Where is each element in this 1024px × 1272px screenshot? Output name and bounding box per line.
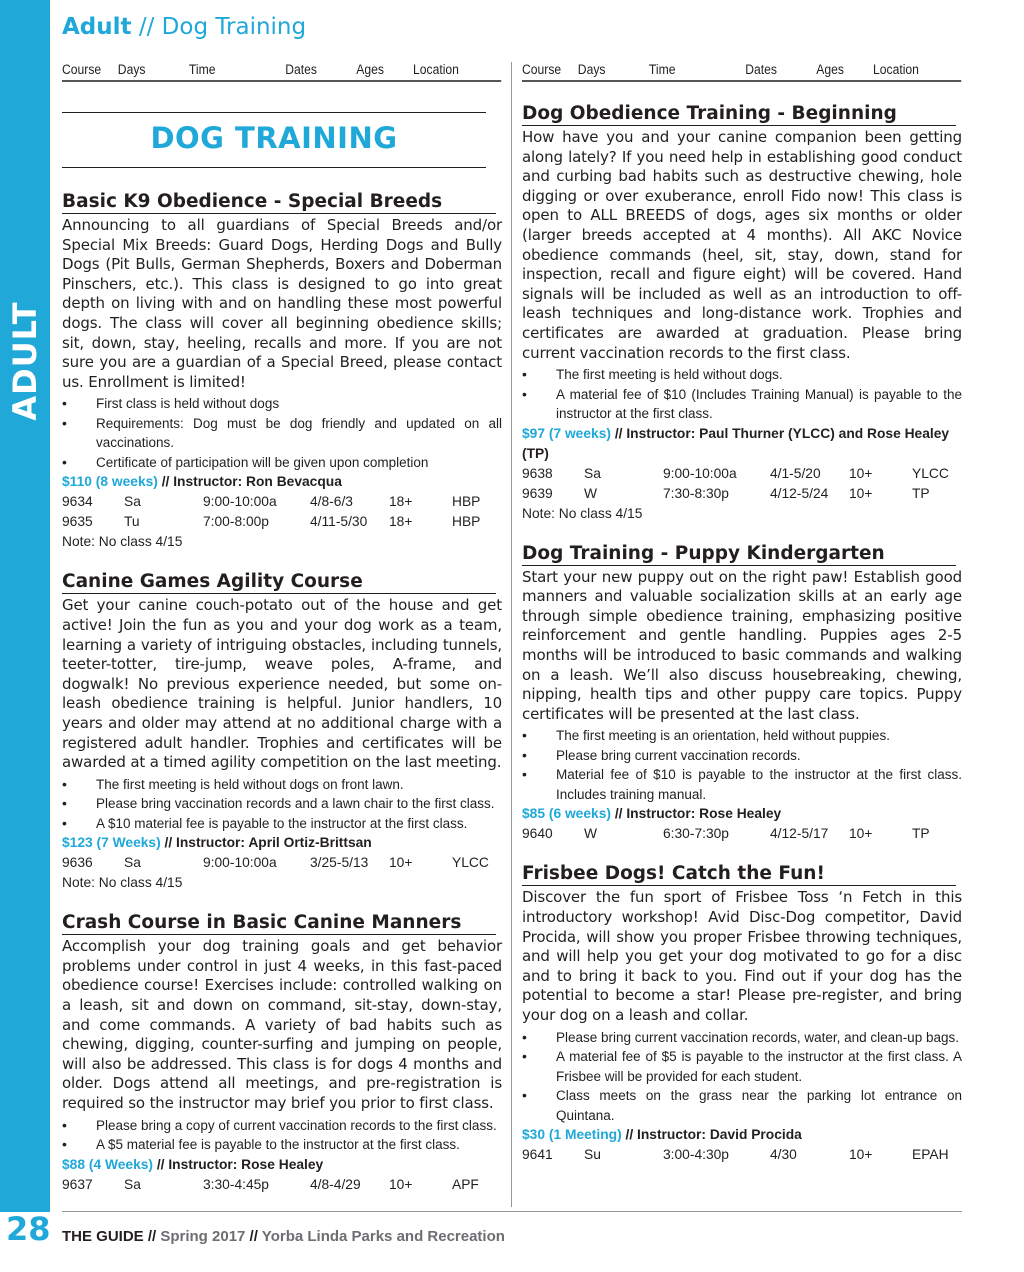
course-instructor: // Instructor: Rose Healey [153,1156,324,1172]
schedule-cell: 4/12-5/17 [770,826,829,842]
schedule-row [522,464,962,484]
course-fee: $123 (7 Weeks) [62,835,161,851]
schedule-cell: 10+ [849,485,873,501]
course-title: Dog Training - Puppy Kindergarten [522,544,956,566]
col-course: Course [522,62,562,77]
course-block [62,572,502,893]
schedule-row [522,1145,962,1165]
header-topic: Dog Training [161,14,307,40]
schedule-cell: TP [912,485,930,501]
side-color-bar [0,0,50,1212]
footer-text [62,1228,505,1245]
schedule-cell: HBP [452,494,481,510]
schedule-cell: 9:00-10:00a [203,855,277,871]
section-title: DOG TRAINING [150,121,398,155]
course-fee: $85 (6 weeks) [522,806,611,822]
schedule-cell: HBP [452,514,481,530]
schedule-cell: 9636 [62,855,93,871]
schedule-cell: W [584,485,598,501]
col-location: Location [413,62,459,77]
footer-guide: THE GUIDE // [62,1228,161,1245]
course-block [62,913,502,1194]
schedule-cell: 4/8-6/3 [310,494,353,510]
course-description: Announcing to all guardians of Special Breeds and/or Special Mix Breeds: Guard Dogs, Herding Dogs and Bully Dogs (Pit Bulls, German Shepherds, Boxers and Doberman Pinschers, etc.). This class is designed to go into great depth on living with and on handling these most powerful dogs. The class will cover all beginning obedience skills; sit, down, stay, heeling, recalls and more. If you are not sure you are a guardian of a Special Breed, please contact us. Enrollment is limited! [62,216,502,391]
schedule-cell: 18+ [389,494,413,510]
footer-org: Yorba Linda Parks and Recreation [261,1228,505,1245]
column-header-right [522,62,962,82]
bullet-item: • Class meets on the grass near the parking lot entrance on Quintana. [522,1086,962,1125]
bullet-item: • A $10 material fee is payable to the instructor at the first class. [62,814,502,834]
footer-sep: // [245,1228,262,1245]
course-description: Accomplish your dog training goals and get behavior problems under control in just 4 weeks, in this fast-paced obedience course! Exercises include: controlled walking on a leash, sit and down on command, sit-stay, down-stay, and come commands. A variety of bad habits such as chewing, digging, counter-surfing and jumping on people, will also be addressed. This class is for dogs 4 months and older. Dogs attend all meetings, and pre-registration is required so the instructor may brief you prior to first class. [62,937,502,1112]
fee-instructor-line [62,833,502,853]
fee-instructor-line [522,1125,962,1145]
schedule-cell: 4/1-5/20 [770,465,821,481]
col-dates: Dates [285,62,317,77]
bullet-item: • A material fee of $10 (Includes Training Manual) is payable to the instructor at the first class. [522,385,962,424]
col-ages: Ages [816,62,845,77]
schedule-cell: 6:30-7:30p [663,826,729,842]
schedule-cell: W [584,826,598,842]
course-title: Basic K9 Obedience - Special Breeds [62,192,496,214]
schedule-cell: Sa [124,855,141,871]
schedule-cell: 9639 [522,485,553,501]
schedule-row [62,1175,502,1195]
col-days: Days [117,62,146,77]
schedule-cell: 3:00-4:30p [663,1147,729,1163]
schedule-cell: YLCC [452,855,489,871]
course-title: Frisbee Dogs! Catch the Fun! [522,864,956,886]
course-instructor: // Instructor: Rose Healey [610,806,782,822]
schedule-cell: Sa [584,465,601,481]
course-block [522,864,962,1165]
course-bullets [62,394,502,472]
course-description: Get your canine couch-potato out of the house and get active! Join the fun as you and your dog work as a team, learning a variety of intriguing obstacles, including tunnels, teeter-totter, tire-jump, weave poles, A-frame, and dogwalk! No previous experience needed, but some on-leash obedience training is helpful. Junior handlers, 10 years and older may attend at no additional charge with a registered adult handler. Trophies and certificates will be awarded at a timed agility competition on the last meeting. [62,596,502,772]
schedule-cell: 3/25-5/13 [310,855,369,871]
schedule-cell: TP [912,826,930,842]
bullet-item: • Requirements: Dog must be dog friendly and updated on all vaccinations. [62,414,502,453]
schedule-cell: 10+ [849,1147,873,1163]
schedule-cell: EPAH [912,1147,949,1163]
schedule-cell: 9:00-10:00a [203,494,277,510]
schedule-cell: 18+ [389,514,413,530]
col-ages: Ages [356,62,385,77]
bullet-item: • The first meeting is held without dogs on front lawn. [62,775,502,795]
bullet-item: • Please bring current vaccination records, water, and clean-up bags. [522,1028,962,1048]
course-instructor: // Instructor: Ron Bevacqua [157,474,342,490]
course-note: Note: No class 4/15 [62,875,183,891]
course-title: Crash Course in Basic Canine Manners [62,913,496,935]
schedule-row [62,492,502,512]
schedule-cell: YLCC [912,465,949,481]
bullet-item: • First class is held without dogs [62,394,502,414]
schedule-cell: 9634 [62,494,93,510]
schedule-row [522,484,962,504]
schedule-cell: 3:30-4:45p [203,1176,269,1192]
schedule-cell: 4/8-4/29 [310,1176,361,1192]
page-number: 28 [6,1210,51,1248]
schedule-cell: Sa [124,1176,141,1192]
schedule-cell: 9638 [522,465,553,481]
bullet-item: • Material fee of $10 is payable to the instructor at the first class. Includes training manual. [522,765,962,804]
footer-rule [62,1211,962,1212]
course-bullets [62,775,502,834]
col-time: Time [648,62,676,77]
section-title-box [62,112,486,168]
col-dates: Dates [745,62,777,77]
course-description: Start your new puppy out on the right paw! Establish good manners and valuable socialization skills at an early age through simple obedience training, emphasizing positive reinforcement and gentle handling. Puppies ages 2-5 months will be introduced to basic commands and walking on a leash. We’ll also discuss housebreaking, chewing, nipping, health tips and other puppy care topics. Puppy certificates will be presented at the last class. [522,567,962,723]
fee-instructor-line [62,1155,502,1175]
schedule-cell: 10+ [849,465,873,481]
column-header-left [62,62,502,82]
schedule-cell: APF [452,1176,479,1192]
bullet-item: • The first meeting is held without dogs. [522,365,962,385]
right-column [522,62,962,1165]
course-bullets [62,1116,502,1155]
fee-instructor-line [62,472,502,492]
header-category: Adult [62,14,132,40]
schedule-cell: Su [584,1147,601,1163]
schedule-cell: 10+ [389,855,413,871]
schedule-cell: 9637 [62,1176,93,1192]
course-title: Dog Obedience Training - Beginning [522,104,956,126]
schedule-row [62,512,502,532]
course-block [522,544,962,845]
bullet-item: • Please bring a copy of current vaccination records to the first class. [62,1116,502,1136]
course-block [62,192,502,552]
col-course: Course [62,62,102,77]
header-separator: // [131,14,162,40]
course-fee: $97 (7 weeks) [522,425,611,441]
course-fee: $110 (8 weeks) [62,474,158,490]
col-days: Days [577,62,606,77]
course-bullets [522,1028,962,1126]
course-title: Canine Games Agility Course [62,572,496,594]
footer-season: Spring 2017 [160,1228,246,1245]
bullet-item: • The first meeting is an orientation, held without puppies. [522,726,962,746]
schedule-cell: 7:00-8:00p [203,514,269,530]
bullet-item: • Certificate of participation will be given upon completion [62,453,502,473]
bullet-item: • Please bring current vaccination records. [522,746,962,766]
schedule-cell: Tu [124,514,140,530]
course-note: Note: No class 4/15 [62,534,183,550]
course-note: Note: No class 4/15 [522,505,643,521]
col-location: Location [873,62,919,77]
course-bullets [522,726,962,804]
bullet-item: • A material fee of $5 is payable to the instructor at the first class. A Frisbee will be provided for each student. [522,1047,962,1086]
bullet-item: • A $5 material fee is payable to the instructor at the first class. [62,1135,502,1155]
column-divider [511,62,512,1207]
left-column [62,62,502,1195]
right-course-list [522,104,962,1165]
schedule-cell: 9:00-10:00a [663,465,737,481]
schedule-row [522,824,962,844]
side-section-label: ADULT [6,301,44,421]
course-fee: $30 (1 Meeting) [522,1127,622,1143]
fee-instructor-line [522,424,962,464]
schedule-cell: 4/12-5/24 [770,485,829,501]
course-block [522,104,962,524]
schedule-cell: 10+ [849,826,873,842]
bullet-item: • Please bring vaccination records and a lawn chair to the first class. [62,794,502,814]
course-instructor: // Instructor: David Procida [621,1127,802,1143]
schedule-row [62,853,502,873]
schedule-cell: 4/11-5/30 [310,514,368,530]
course-instructor: // Instructor: April Ortiz-Brittsan [160,835,372,851]
schedule-cell: 7:30-8:30p [663,485,729,501]
schedule-cell: 9640 [522,826,553,842]
left-course-list [62,192,502,1195]
schedule-cell: 4/30 [770,1147,797,1163]
schedule-cell: 9641 [522,1147,553,1163]
course-instructor: // Instructor: Paul Thurner (YLCC) and Rose Healey (TP) [522,425,950,461]
course-bullets [522,365,962,424]
schedule-cell: 9635 [62,514,93,530]
course-description: How have you and your canine companion been getting along lately? If you need help in establishing good conduct and curbing bad habits such as destructive chewing, hole digging or over exuberance, enroll Fido now! This class is open to ALL BREEDS of dogs, ages six months or older (larger breeds accepted at 4 months). All AKC Novice obedience commands (heel, sit, stay, down, stand for inspection, recall and figure eight) will be covered. Hand signals will be included as well as an introduction to off-leash techniques and long-distance work. Trophies and certificates are awarded at graduation. Please bring current vaccination records to the first class. [522,128,962,362]
page-header [62,14,306,40]
schedule-cell: 10+ [389,1176,413,1192]
schedule-cell: Sa [124,494,141,510]
course-fee: $88 (4 Weeks) [62,1156,154,1172]
col-time: Time [188,62,216,77]
course-description: Discover the fun sport of Frisbee Toss ‘n Fetch in this introductory workshop! Avid Disc-Dog competitor, David Procida, will show you proper Frisbee throwing techniques, and will help you get your dog motivated to go for a disc and to bring it back to you. Find out if your dog has the potential to become a star! Please pre-register, and bring your dog on a leash and collar. [522,888,962,1024]
fee-instructor-line [522,804,962,824]
